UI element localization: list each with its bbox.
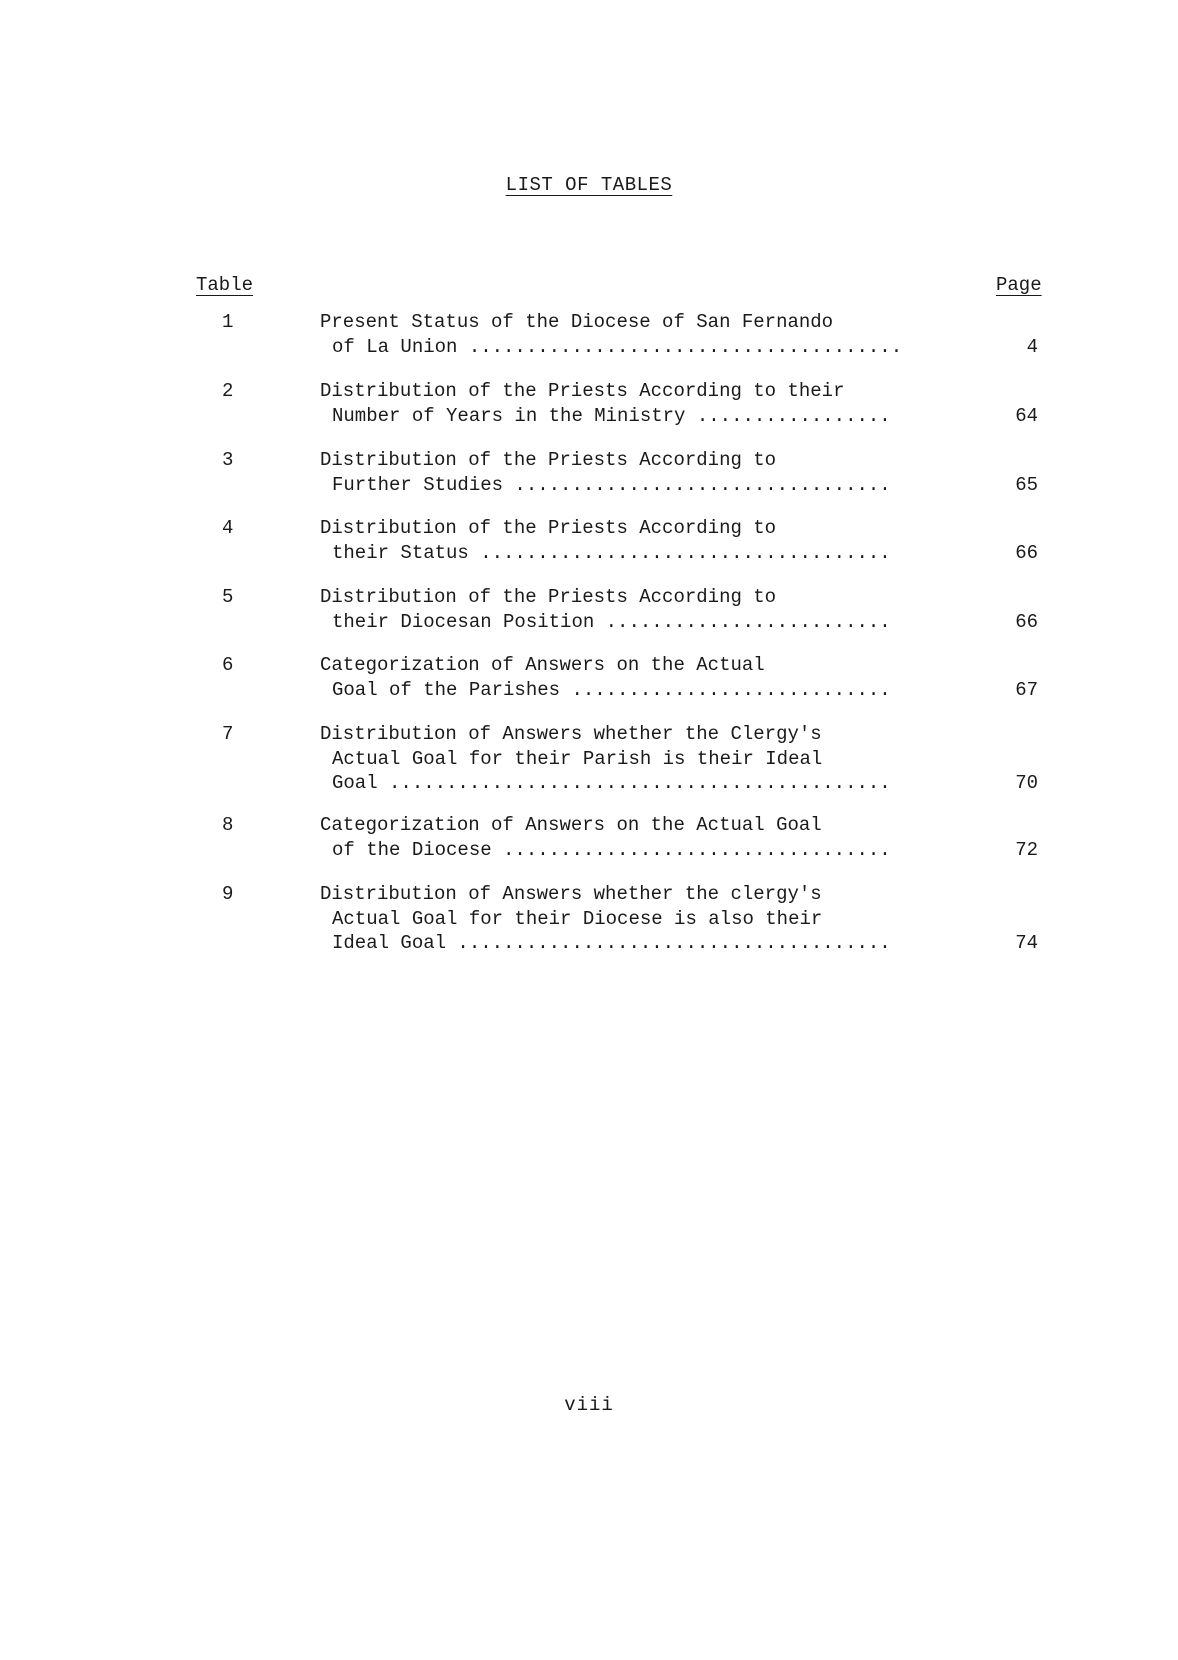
caption-line: Further Studies .................................: [332, 473, 891, 496]
table-number: 1: [222, 311, 234, 333]
table-number: 3: [222, 449, 234, 471]
page-reference: 4: [1026, 335, 1038, 358]
table-caption: [320, 379, 950, 428]
page-reference: 64: [1015, 404, 1038, 427]
table-number: 6: [222, 654, 234, 676]
column-header-page: Page: [996, 274, 1042, 296]
caption-line: Number of Years in the Ministry .................: [332, 404, 891, 427]
table-caption: [320, 813, 950, 862]
caption-line: Categorization of Answers on the Actual Goal: [320, 814, 822, 836]
page-reference: 72: [1015, 838, 1038, 861]
caption-line: Distribution of the Priests According to: [320, 517, 777, 539]
caption-line: Ideal Goal ......................................: [332, 932, 891, 954]
caption-line: Goal ............................................: [332, 772, 891, 794]
caption-line: of La Union ......................................: [332, 335, 903, 358]
caption-line: Distribution of the Priests According to: [320, 586, 777, 608]
caption-line: Distribution of the Priests According to their: [320, 380, 845, 402]
page-reference: 70: [1015, 772, 1038, 794]
page-reference: 65: [1015, 473, 1038, 496]
table-caption: [320, 585, 950, 634]
table-number: 7: [222, 723, 234, 745]
table-caption: [320, 882, 950, 956]
caption-line: their Diocesan Position .........................: [332, 610, 891, 633]
table-number: 2: [222, 380, 234, 402]
table-number: 5: [222, 586, 234, 608]
caption-line: Distribution of the Priests According to: [320, 449, 777, 471]
page-reference: 67: [1015, 678, 1038, 701]
caption-line: Distribution of Answers whether the Clergy's: [320, 723, 822, 745]
caption-line: Goal of the Parishes ............................: [332, 678, 891, 701]
table-caption: [320, 653, 950, 702]
caption-line: Distribution of Answers whether the clergy's: [320, 883, 822, 905]
column-header-table: Table: [196, 274, 254, 296]
page-reference: 74: [1015, 932, 1038, 954]
caption-line: their Status ....................................: [332, 541, 891, 564]
table-number: 4: [222, 517, 234, 539]
page-reference: 66: [1015, 610, 1038, 633]
table-caption: [320, 448, 950, 497]
caption-line: Categorization of Answers on the Actual: [320, 654, 765, 676]
caption-line: of the Diocese ..................................: [332, 838, 891, 861]
page-title: LIST OF TABLES: [505, 174, 673, 196]
table-caption: [320, 516, 950, 565]
caption-line: Actual Goal for their Parish is their Ideal: [332, 747, 823, 770]
table-number: 9: [222, 883, 234, 905]
caption-line: Actual Goal for their Diocese is also their: [332, 907, 823, 930]
table-caption: [320, 722, 950, 796]
page-reference: 66: [1015, 541, 1038, 564]
table-caption: [320, 310, 950, 359]
table-number: 8: [222, 814, 234, 836]
caption-line: Present Status of the Diocese of San Fernando: [320, 311, 834, 333]
page-number: viii: [564, 1394, 614, 1416]
